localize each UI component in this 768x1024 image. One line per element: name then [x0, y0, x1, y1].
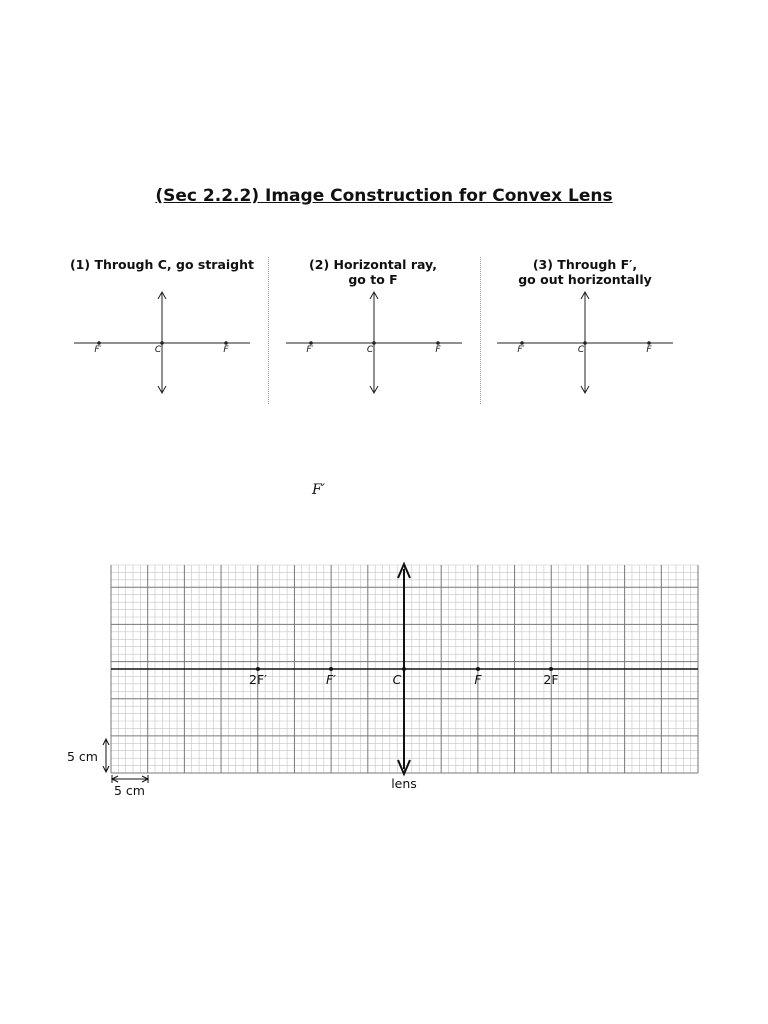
mini-label-f-prime: F′ — [306, 345, 314, 355]
mini-label-center: C — [154, 345, 162, 355]
mini-diagram-1-svg — [70, 285, 270, 400]
grid-label-f: F — [474, 672, 482, 687]
two-f-prime-point — [256, 667, 260, 671]
mini-diagram-1 — [70, 285, 270, 400]
mini-label-f: F — [646, 345, 652, 355]
rule-2-line2: go to F — [348, 272, 398, 287]
grid-label-2f-prime: 2F′ — [249, 672, 267, 687]
rule-2-line1: (2) Horizontal ray, — [309, 257, 437, 272]
stray-f-prime-label: F′ — [312, 482, 325, 498]
lens-bottom-arrow — [398, 760, 410, 774]
mini-label-f-prime: F′ — [517, 345, 525, 355]
mini-label-center: C — [577, 345, 585, 355]
page-title: (Sec 2.2.2) Image Construction for Convex Lens — [155, 186, 613, 206]
mini-diagram-2-svg — [282, 285, 482, 400]
scale-bar-vertical-top-arrow — [103, 739, 109, 745]
lens-top-arrow — [398, 564, 410, 578]
lens-label: lens — [391, 776, 417, 791]
mini-diagram-3 — [493, 285, 693, 400]
mini-label-f: F — [223, 345, 229, 355]
scale-bar-vertical-bottom-arrow — [103, 766, 109, 772]
scale-label-vertical: 5 cm — [67, 749, 98, 764]
mini-label-f-prime: F′ — [94, 345, 102, 355]
major-grid-lines — [111, 565, 698, 773]
mini-label-f: F — [435, 345, 441, 355]
mini-label-center: C — [366, 345, 374, 355]
f-point — [476, 667, 480, 671]
grid-label-center: C — [392, 672, 402, 687]
two-f-point — [549, 667, 553, 671]
rule-3-line1: (3) Through F′, — [532, 257, 638, 272]
rule-3-heading — [478, 257, 692, 287]
scale-label-horizontal: 5 cm — [114, 783, 145, 798]
mini-diagram-2 — [282, 285, 482, 400]
scale-bar-horizontal-right-arrow — [142, 776, 148, 782]
rule-1-heading — [55, 257, 269, 272]
rule-1-line1: (1) Through C, go straight — [69, 257, 255, 272]
rule-2-heading — [266, 257, 480, 287]
f-prime-point — [329, 667, 333, 671]
minor-grid-lines — [111, 565, 698, 773]
mini-diagram-3-svg — [493, 285, 693, 400]
grid-label-2f: 2F — [543, 672, 559, 687]
center-point — [402, 667, 406, 671]
rule-3-line2: go out horizontally — [518, 272, 652, 287]
scale-bar-horizontal-left-arrow — [112, 776, 118, 782]
grid-label-f-prime: F′ — [325, 672, 337, 687]
